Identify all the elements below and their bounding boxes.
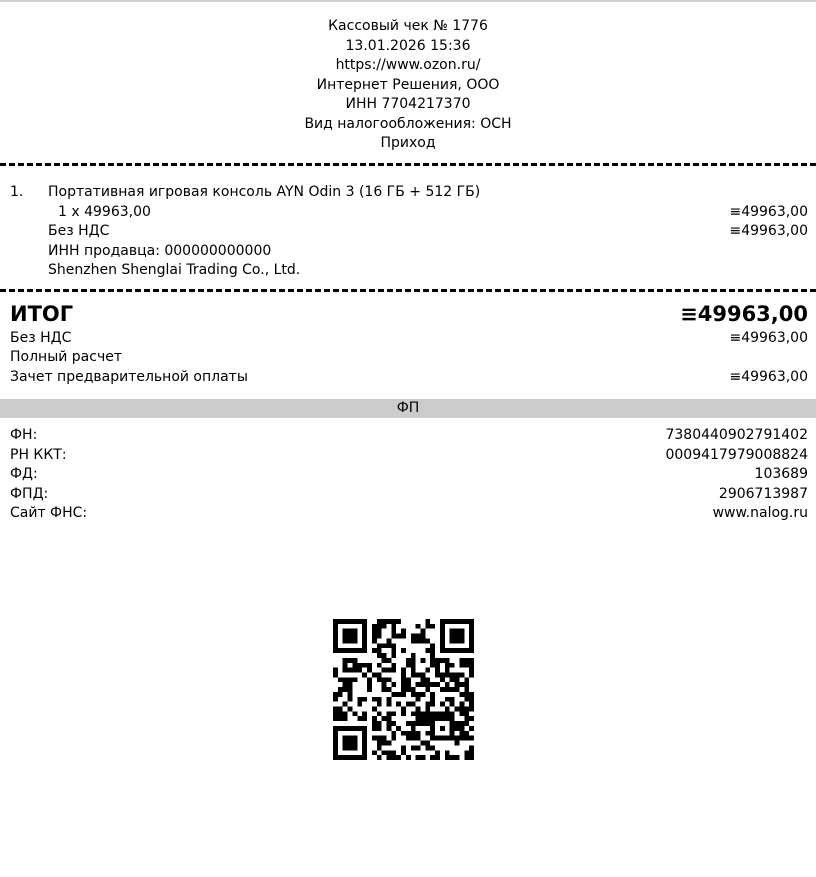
item-vat-label: Без НДС xyxy=(48,223,110,239)
totals-vat-row xyxy=(10,329,808,349)
fiscal-value: www.nalog.ru xyxy=(712,505,808,521)
item-seller-inn: ИНН продавца: 000000000000 xyxy=(48,242,272,259)
totals-vat-label: Без НДС xyxy=(10,329,72,346)
receipt-title: Кассовый чек № 1776 xyxy=(328,18,488,34)
item-name-row xyxy=(48,183,808,203)
receipt-header xyxy=(0,17,816,154)
payment-method: Полный расчет xyxy=(10,349,122,365)
payment-method-row xyxy=(10,348,808,368)
fiscal-row xyxy=(10,465,808,485)
item-line-total: ≡49963,00 xyxy=(729,203,808,220)
item-quantity-price: 1 x 49963,00 xyxy=(58,203,151,220)
fiscal-row xyxy=(10,485,808,505)
fiscal-value: 2906713987 xyxy=(718,485,808,502)
prepayment-row xyxy=(10,368,808,388)
item-name: Портативная игровая консоль AYN Odin 3 (16 ГБ + 512 ГБ) xyxy=(48,184,481,200)
item-vat-value: ≡49963,00 xyxy=(729,223,808,239)
total-value: ≡49963,00 xyxy=(680,302,808,326)
merchant-name: Интернет Решения, ООО xyxy=(316,76,500,93)
fiscal-label: ФД: xyxy=(10,466,38,482)
merchant-url: https://www.ozon.ru/ xyxy=(335,57,481,73)
total-label: ИТОГ xyxy=(10,302,74,326)
prepayment-label: Зачет предварительной оплаты xyxy=(10,368,248,385)
merchant-inn: ИНН 7704217370 xyxy=(345,96,471,112)
fiscal-label: ФН: xyxy=(10,427,38,443)
fiscal-row xyxy=(10,504,808,524)
totals-vat-value: ≡49963,00 xyxy=(729,329,808,346)
item-vat-row xyxy=(48,222,808,242)
top-border xyxy=(0,0,816,2)
operation-type: Приход xyxy=(380,135,436,151)
item-quantity-row xyxy=(48,203,808,223)
receipt-datetime: 13.01.2026 15:36 xyxy=(345,37,471,54)
item-seller-name: Shenzhen Shenglai Trading Co., Ltd. xyxy=(48,262,301,278)
item-seller-name-row xyxy=(48,261,808,281)
fiscal-row xyxy=(10,426,808,446)
fiscal-label: Сайт ФНС: xyxy=(10,505,88,521)
fiscal-band: ФП xyxy=(0,399,816,418)
divider-dashed xyxy=(0,289,816,292)
fiscal-value: 7380440902791402 xyxy=(665,427,808,443)
fiscal-row xyxy=(10,446,808,466)
fiscal-value: 103689 xyxy=(754,466,808,482)
fiscal-value: 0009417979008824 xyxy=(665,446,808,463)
tax-system: Вид налогообложения: ОСН xyxy=(304,115,512,132)
qr-code-icon xyxy=(333,619,474,760)
item-seller-inn-row xyxy=(48,242,808,262)
prepayment-value: ≡49963,00 xyxy=(729,368,808,385)
fiscal-label: ФПД: xyxy=(10,485,49,502)
item-number: 1. xyxy=(10,184,24,200)
total-row xyxy=(10,300,808,328)
divider-dashed xyxy=(0,163,816,166)
fiscal-label: РН ККТ: xyxy=(10,446,67,463)
